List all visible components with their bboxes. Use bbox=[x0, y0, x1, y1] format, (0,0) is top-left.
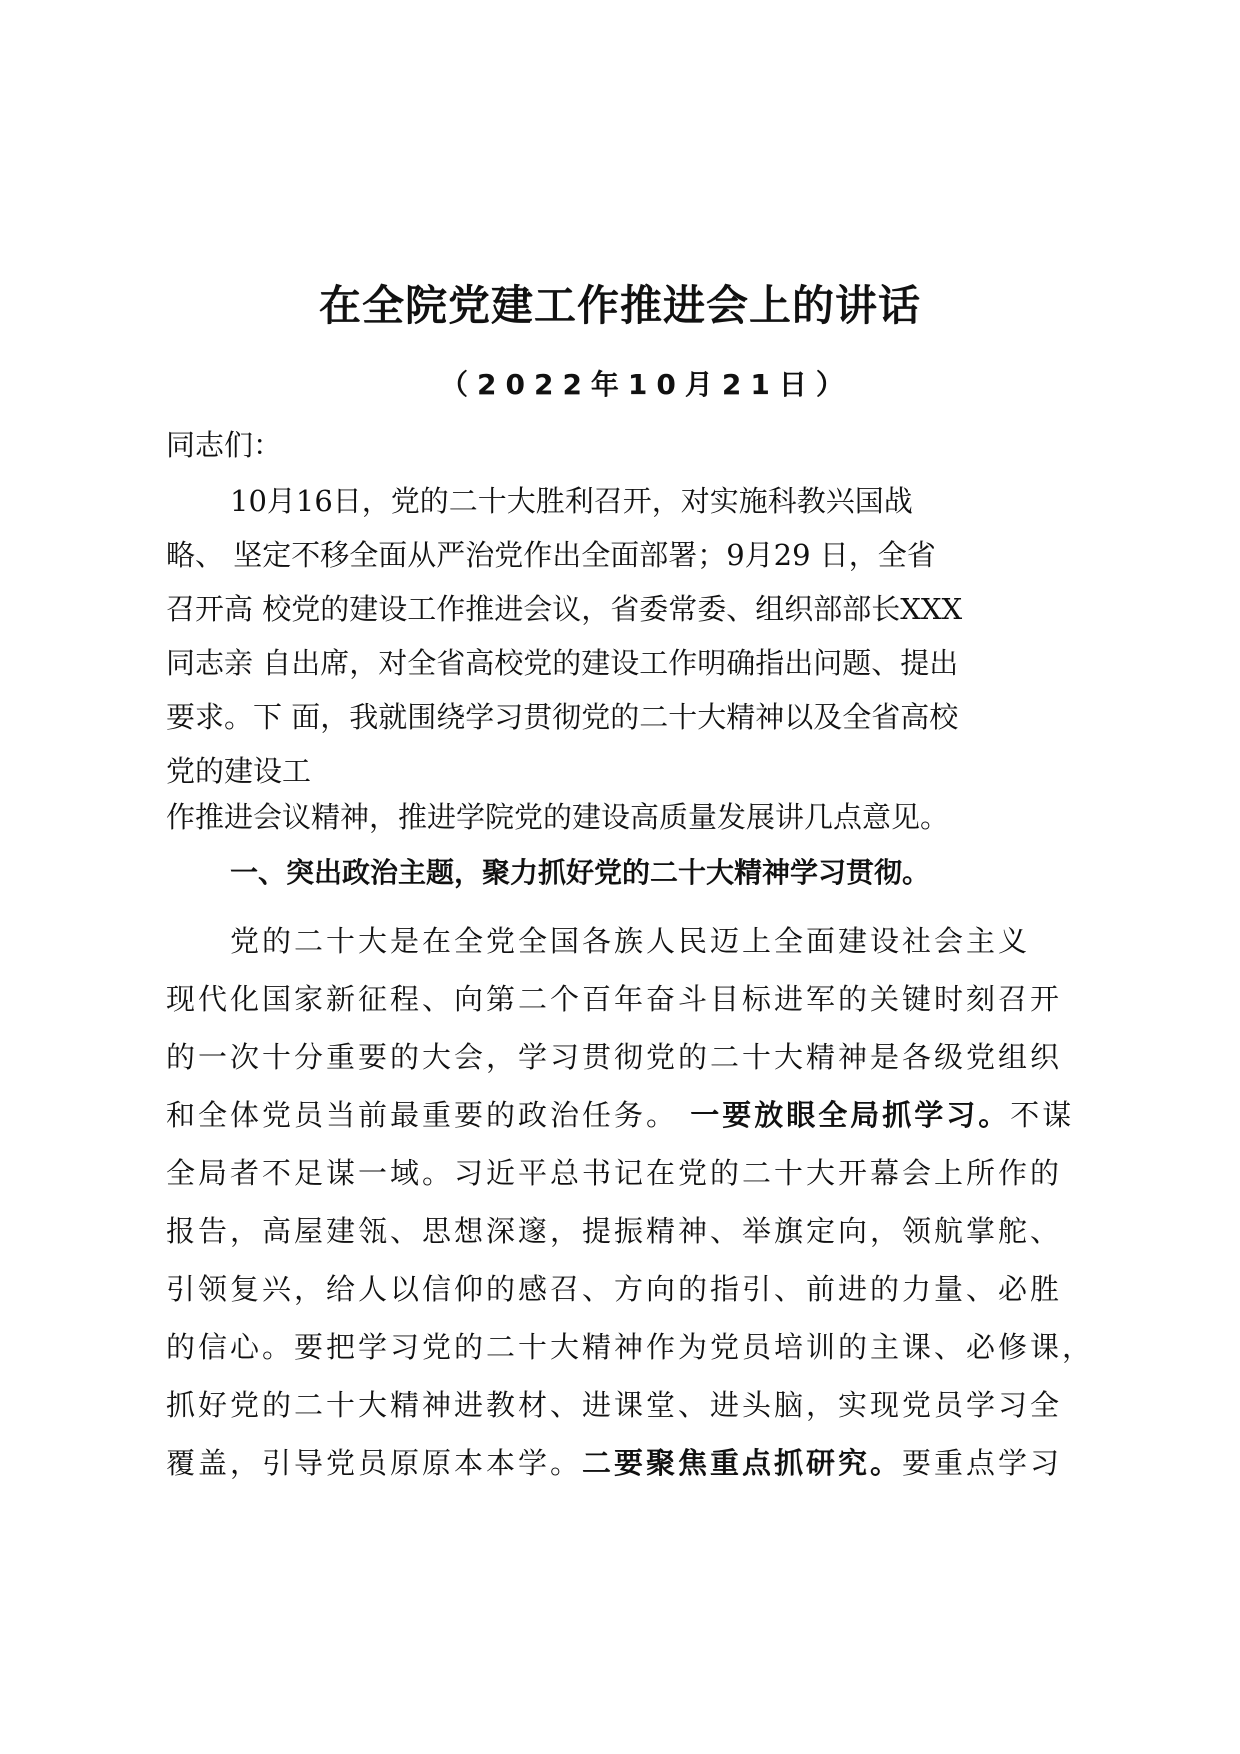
section1-line-6: 报告，高屋建瓴、思想深邃，提振精神、举旗定向，领航掌舵、 bbox=[166, 1214, 1063, 1248]
intro-line-5: 要求。下 面，我就围绕学习贯彻党的二十大精神以及全省高校 bbox=[166, 700, 959, 734]
intro-line-1: 10月16日，党的二十大胜利召开，对实施科教兴国战 bbox=[230, 484, 913, 518]
section1-line-5: 全局者不足谋一域。习近平总书记在党的二十大开幕会上所作的 bbox=[166, 1156, 1063, 1190]
document-title: 在全院党建工作推进会上的讲话 bbox=[318, 281, 921, 330]
section1-line-4-text-a: 和全体党员当前最重要的政治任务。 bbox=[166, 1098, 691, 1132]
document-date: （2022年10月21日） bbox=[440, 368, 853, 401]
intro-line-2: 略、 坚定不移全面从严治党作出全面部署；9月29 日，全省 bbox=[166, 538, 936, 572]
section1-line-1: 党的二十大是在全党全国各族人民迈上全面建设社会主义 bbox=[230, 924, 1031, 958]
emphasis-study: 一要放眼全局抓学习。 bbox=[690, 1098, 1011, 1132]
section1-line-7: 引领复兴，给人以信仰的感召、方向的指引、前进的力量、必胜 bbox=[166, 1272, 1063, 1306]
emphasis-research: 二要聚焦重点抓研究。 bbox=[582, 1446, 903, 1480]
intro-line-3: 召开高 校党的建设工作推进会议，省委常委、组织部部长XXX bbox=[166, 592, 963, 626]
salutation: 同志们： bbox=[166, 428, 283, 462]
section1-line-4 bbox=[166, 1090, 1074, 1140]
section1-line-8: 的信心。要把学习党的二十大精神作为党员培训的主课、必修课， bbox=[166, 1330, 1095, 1364]
section1-line-2: 现代化国家新征程、向第二个百年奋斗目标进军的关键时刻召开 bbox=[166, 982, 1063, 1016]
section1-line-10-text-b: 要重点学习 bbox=[902, 1446, 1063, 1480]
intro-line-7: 作推进会议精神，推进学院党的建设高质量发展讲几点意见。 bbox=[166, 800, 950, 834]
section1-line-4-text-b: 不谋 bbox=[1010, 1098, 1075, 1132]
section1-line-3: 的一次十分重要的大会，学习贯彻党的二十大精神是各级党组织 bbox=[166, 1040, 1063, 1074]
section-heading-1: 一、突出政治主题，聚力抓好党的二十大精神学习贯彻。 bbox=[230, 856, 931, 889]
section1-line-10 bbox=[166, 1438, 1062, 1488]
section1-line-10-text-a: 覆盖，引导党员原原本本学。 bbox=[166, 1446, 583, 1480]
section1-line-9: 抓好党的二十大精神进教材、进课堂、进头脑，实现党员学习全 bbox=[166, 1388, 1063, 1422]
intro-line-4: 同志亲 自出席，对全省高校党的建设工作明确指出问题、提出 bbox=[166, 646, 959, 680]
intro-line-6: 党的建设工 bbox=[166, 754, 312, 788]
